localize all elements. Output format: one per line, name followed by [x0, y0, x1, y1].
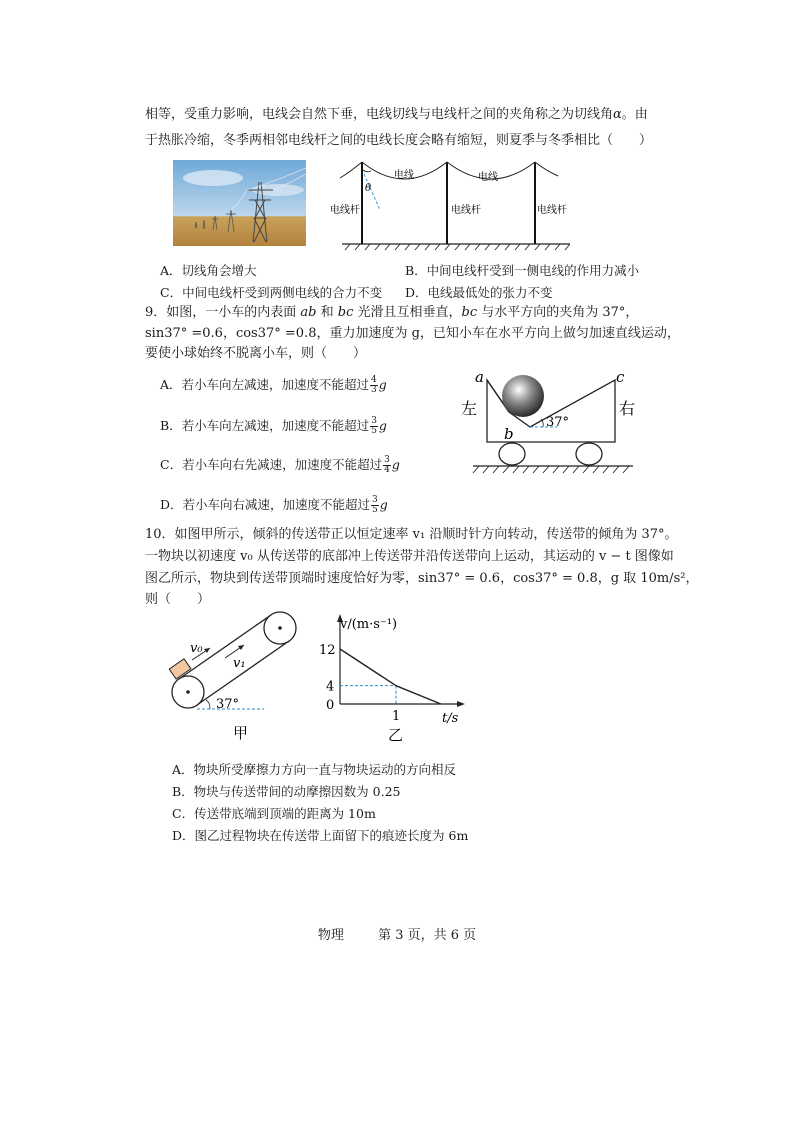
y-axis-label: v/(m·s⁻¹)	[340, 617, 398, 632]
power-line-diagram	[330, 156, 580, 252]
figure-yi-caption: 乙	[388, 726, 404, 744]
q10-line-2: 一物块以初速度 v₀ 从传送带的底部冲上传送带并沿传送带向上运动，其运动的 v − t 图像如	[145, 549, 674, 564]
point-a-label: a	[475, 368, 484, 386]
angle-37-label: 37°	[546, 415, 570, 430]
x-tick-1: 1	[392, 709, 401, 724]
q10-option-c: C．传送带底端到顶端的距离为 10m	[172, 806, 376, 821]
q8-line-2: 于热胀冷缩，冬季两相邻电线杆之间的电线长度会略有缩短，则夏季与冬季相比（ ）	[145, 133, 653, 148]
q9-option-b: B．若小车向左减速，加速度不能超过 $\frac{3}{5}$ g	[160, 416, 387, 436]
vt-graph	[310, 612, 480, 744]
origin-0: 0	[326, 698, 335, 713]
q9-option-d: D．若小车向右减速，加速度不能超过 $\frac{3}{5}$ g	[160, 495, 388, 515]
footer-page-number: 第 3 页，共 6 页	[378, 928, 477, 943]
q10-option-d: D．图乙过程物块在传送带上面留下的痕迹长度为 6m	[172, 828, 469, 843]
y-tick-12: 12	[319, 643, 336, 658]
q8-line-1: 相等，受重力影响，电线会自然下垂，电线切线与电线杆之间的夹角称之为切线角α。由	[145, 107, 648, 122]
y-tick-4: 4	[326, 679, 335, 695]
fraction: $\frac{3}{4}$	[384, 455, 390, 475]
q8-option-c: C．中间电线杆受到两侧电线的合力不变	[160, 285, 383, 300]
vt-segment-2	[396, 686, 441, 704]
power-tower-photo	[173, 160, 306, 246]
cart-ball-diagram	[455, 366, 645, 484]
q10-line-3: 图乙所示，物块到传送带顶端时速度恰好为零，sin37° = 0.6，cos37° = 0.8，g 取 10m/s²，	[145, 571, 699, 586]
x-axis-label: t/s	[442, 711, 459, 726]
fraction: $\frac{3}{5}$	[371, 416, 377, 436]
vt-segment-1	[340, 649, 396, 686]
footer-subject: 物理	[317, 928, 344, 943]
angle-theta-label: θ	[365, 183, 372, 194]
pole-label: 电线杆	[537, 205, 567, 216]
q10-option-a: A．物块所受摩擦力方向一直与物块运动的方向相反	[172, 762, 457, 777]
q8-option-d: D．电线最低处的张力不变	[405, 285, 553, 300]
right-label: 右	[619, 399, 636, 418]
q10-line-1: 10．如图甲所示，倾斜的传送带正以恒定速率 v₁ 沿顺时针方向转动，传送带的倾角为 37°。	[145, 527, 678, 542]
left-label: 左	[461, 399, 478, 418]
q9-line-2: sin37° =0.6，cos37° =0.8，重力加速度为 g，已知小车在水平方向上做匀加速直线运动，	[145, 326, 680, 341]
q8-option-b: B．中间电线杆受到一侧电线的作用力减小	[405, 263, 640, 278]
conveyor-belt-diagram	[160, 606, 310, 746]
q9-option-a: A．若小车向左减速，加速度不能超过 $\frac{4}{3}$ g	[160, 375, 387, 395]
fraction: $\frac{4}{3}$	[371, 375, 377, 395]
angle-37-label: 37°	[216, 697, 240, 712]
wire-label: 电线	[478, 172, 498, 183]
v1-label: v₁	[233, 656, 246, 671]
pole-label: 电线杆	[330, 205, 360, 216]
q9-line-3: 要使小球始终不脱离小车，则（ ）	[145, 346, 367, 361]
page-footer	[0, 924, 794, 943]
figure-jia-caption: 甲	[233, 724, 249, 742]
q8-option-a: A．切线角会增大	[160, 263, 257, 278]
point-b-label: b	[504, 425, 514, 443]
point-c-label: c	[616, 368, 625, 386]
wire-label: 电线	[394, 170, 414, 181]
fraction: $\frac{3}{5}$	[372, 495, 378, 515]
q9-line-1: 9．如图，一小车的内表面 ab 和 bc 光滑且互相垂直，bc 与水平方向的夹角为 37°，	[145, 305, 639, 320]
q9-option-c: C．若小车向右先减速，加速度不能超过 $\frac{3}{4}$ g	[160, 455, 400, 475]
v0-label: v₀	[190, 641, 203, 656]
q10-line-4: 则（ ）	[145, 592, 211, 607]
pole-label: 电线杆	[451, 205, 481, 216]
q10-option-b: B．物块与传送带间的动摩擦因数为 0.25	[172, 784, 401, 799]
